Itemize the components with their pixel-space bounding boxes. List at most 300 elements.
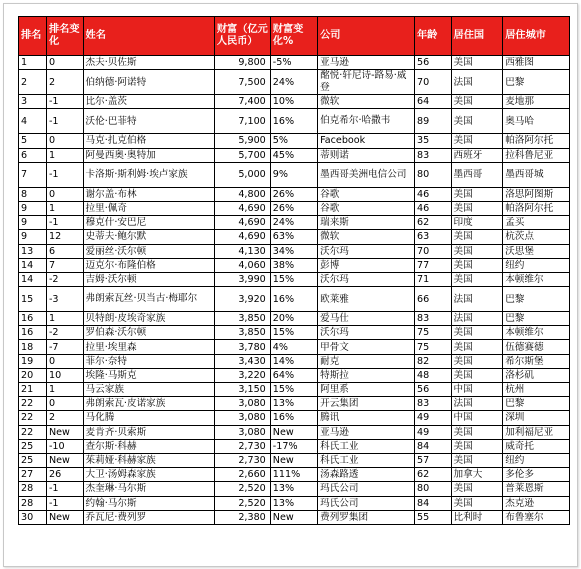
cell-wealth-change: 5% (270, 134, 317, 148)
table-row (19, 326, 570, 340)
cell-city: 杭茨点 (503, 230, 570, 244)
cell-name: 拉里·埃里森 (83, 340, 214, 354)
table-row (19, 411, 570, 425)
cell-name: 查尔斯·科赫 (83, 439, 214, 453)
cell-rank: 4 (19, 109, 47, 134)
cell-rank-change: -1 (46, 109, 83, 134)
cell-wealth-change: 45% (270, 148, 317, 162)
table-row (19, 134, 570, 148)
cell-wealth: 3,850 (214, 312, 270, 326)
cell-wealth: 4,130 (214, 244, 270, 258)
cell-company: 费列罗集团 (318, 510, 415, 524)
cell-name: 贝特朗·皮埃奇家族 (83, 312, 214, 326)
cell-rank: 27 (19, 468, 47, 482)
cell-rank-change: -2 (46, 272, 83, 286)
cell-wealth-change: New (270, 425, 317, 439)
cell-country: 美国 (451, 368, 503, 382)
cell-company: 墨西哥美洲电信公司 (318, 162, 415, 187)
table-row (19, 482, 570, 496)
cell-city: 洛思阿图斯 (503, 187, 570, 201)
cell-wealth-change: New (270, 510, 317, 524)
rich-list-table (18, 16, 570, 525)
cell-wealth: 4,690 (214, 201, 270, 215)
cell-age: 46 (414, 201, 451, 215)
cell-age: 48 (414, 368, 451, 382)
cell-city: 麦地那 (503, 95, 570, 109)
cell-country: 加拿大 (451, 468, 503, 482)
table-row (19, 312, 570, 326)
cell-company: 蒂则诺 (318, 148, 415, 162)
cell-age: 66 (414, 287, 451, 312)
cell-rank: 30 (19, 510, 47, 524)
cell-rank: 15 (19, 287, 47, 312)
cell-company: 沃尔玛 (318, 244, 415, 258)
cell-wealth-change: 14% (270, 354, 317, 368)
page-frame (3, 3, 578, 567)
cell-company: 沃尔玛 (318, 326, 415, 340)
cell-city: 本顿维尔 (503, 272, 570, 286)
cell-company: 欧莱雅 (318, 287, 415, 312)
cell-city: 威奇托 (503, 439, 570, 453)
cell-wealth: 3,780 (214, 340, 270, 354)
cell-wealth: 3,850 (214, 326, 270, 340)
cell-age: 83 (414, 148, 451, 162)
cell-wealth: 4,690 (214, 216, 270, 230)
cell-wealth-change: 24% (270, 70, 317, 95)
cell-rank: 25 (19, 439, 47, 453)
table-row (19, 148, 570, 162)
cell-name: 茱莉娅·科赫家族 (83, 453, 214, 467)
cell-rank-change: 2 (46, 70, 83, 95)
cell-wealth-change: 13% (270, 496, 317, 510)
cell-rank: 16 (19, 326, 47, 340)
cell-rank: 21 (19, 383, 47, 397)
cell-name: 大卫·汤姆森家族 (83, 468, 214, 482)
cell-rank-change: -3 (46, 287, 83, 312)
cell-age: 70 (414, 244, 451, 258)
cell-age: 62 (414, 216, 451, 230)
cell-wealth: 2,730 (214, 439, 270, 453)
cell-wealth-change: 13% (270, 482, 317, 496)
table-row (19, 354, 570, 368)
cell-wealth-change: 24% (270, 216, 317, 230)
header-country: 居住国 (451, 17, 503, 56)
table-row (19, 287, 570, 312)
cell-city: 沃思堡 (503, 244, 570, 258)
cell-name: 卡洛斯·斯利姆·埃卢家族 (83, 162, 214, 187)
cell-rank: 14 (19, 272, 47, 286)
cell-name: 谢尔盖·布林 (83, 187, 214, 201)
cell-country: 美国 (451, 258, 503, 272)
cell-wealth-change: 9% (270, 162, 317, 187)
cell-company: 微软 (318, 95, 415, 109)
cell-rank-change: 0 (46, 354, 83, 368)
cell-wealth: 5,900 (214, 134, 270, 148)
cell-age: 57 (414, 453, 451, 467)
table-row (19, 397, 570, 411)
cell-company: 亚马逊 (318, 56, 415, 70)
cell-wealth: 3,220 (214, 368, 270, 382)
cell-age: 46 (414, 187, 451, 201)
cell-name: 马云家族 (83, 383, 214, 397)
cell-country: 法国 (451, 287, 503, 312)
cell-age: 77 (414, 258, 451, 272)
cell-city: 孟买 (503, 216, 570, 230)
table-row (19, 272, 570, 286)
cell-rank: 28 (19, 496, 47, 510)
cell-age: 55 (414, 510, 451, 524)
cell-rank-change: 7 (46, 258, 83, 272)
cell-rank: 7 (19, 162, 47, 187)
table-row (19, 70, 570, 95)
header-name: 姓名 (83, 17, 214, 56)
cell-rank: 19 (19, 354, 47, 368)
cell-wealth: 2,520 (214, 496, 270, 510)
cell-company: 谷歌 (318, 187, 415, 201)
cell-rank-change: 1 (46, 383, 83, 397)
table-row (19, 368, 570, 382)
cell-rank: 28 (19, 482, 47, 496)
cell-wealth-change: 4% (270, 340, 317, 354)
cell-wealth: 2,520 (214, 482, 270, 496)
cell-rank-change: -1 (46, 95, 83, 109)
table-row (19, 383, 570, 397)
cell-company: 耐克 (318, 354, 415, 368)
cell-wealth: 3,990 (214, 272, 270, 286)
cell-wealth-change: -5% (270, 56, 317, 70)
cell-rank-change: 26 (46, 468, 83, 482)
cell-country: 美国 (451, 496, 503, 510)
cell-wealth-change: 15% (270, 383, 317, 397)
cell-rank-change: New (46, 453, 83, 467)
cell-country: 美国 (451, 354, 503, 368)
cell-wealth: 3,080 (214, 425, 270, 439)
cell-age: 49 (414, 411, 451, 425)
cell-company: 彭博 (318, 258, 415, 272)
cell-wealth: 3,080 (214, 397, 270, 411)
cell-company: 汤森路透 (318, 468, 415, 482)
cell-age: 84 (414, 439, 451, 453)
cell-city: 深圳 (503, 411, 570, 425)
table-row (19, 439, 570, 453)
header-age: 年龄 (414, 17, 451, 56)
cell-rank-change: -1 (46, 216, 83, 230)
cell-city: 杰克逊 (503, 496, 570, 510)
table-row (19, 425, 570, 439)
cell-rank-change: New (46, 510, 83, 524)
cell-rank: 22 (19, 425, 47, 439)
cell-rank-change: 10 (46, 368, 83, 382)
cell-city: 伍德赛德 (503, 340, 570, 354)
cell-name: 吉姆·沃尔顿 (83, 272, 214, 286)
cell-age: 82 (414, 354, 451, 368)
cell-rank-change: 2 (46, 411, 83, 425)
cell-rank-change: -7 (46, 340, 83, 354)
header-wealth-change: 财富变化% (270, 17, 317, 56)
cell-name: 罗伯森·沃尔顿 (83, 326, 214, 340)
cell-name: 伯纳德·阿诺特 (83, 70, 214, 95)
header-rank-change: 排名变化 (46, 17, 83, 56)
cell-name: 马化腾 (83, 411, 214, 425)
table-row (19, 56, 570, 70)
cell-country: 中国 (451, 383, 503, 397)
cell-rank-change: 0 (46, 134, 83, 148)
table-body (19, 56, 570, 525)
cell-city: 巴黎 (503, 287, 570, 312)
cell-city: 西雅图 (503, 56, 570, 70)
cell-age: 75 (414, 326, 451, 340)
table-row (19, 162, 570, 187)
cell-country: 比利时 (451, 510, 503, 524)
cell-name: 乔瓦尼·费列罗 (83, 510, 214, 524)
table-row (19, 340, 570, 354)
cell-name: 史蒂夫·鲍尔默 (83, 230, 214, 244)
cell-city: 希尔斯堡 (503, 354, 570, 368)
table-row (19, 496, 570, 510)
cell-company: 微软 (318, 230, 415, 244)
cell-city: 墨西哥城 (503, 162, 570, 187)
cell-name: 马克·扎克伯格 (83, 134, 214, 148)
cell-rank: 2 (19, 70, 47, 95)
cell-name: 菲尔·奈特 (83, 354, 214, 368)
cell-company: 酩悦·轩尼诗-路易·威登 (318, 70, 415, 95)
cell-age: 84 (414, 496, 451, 510)
cell-wealth-change: 16% (270, 411, 317, 425)
cell-company: 腾讯 (318, 411, 415, 425)
cell-age: 35 (414, 134, 451, 148)
cell-name: 迈克尔·布隆伯格 (83, 258, 214, 272)
cell-wealth-change: 111% (270, 468, 317, 482)
table-row (19, 201, 570, 215)
cell-company: Facebook (318, 134, 415, 148)
cell-city: 纽约 (503, 453, 570, 467)
cell-wealth: 7,500 (214, 70, 270, 95)
cell-name: 拉里·佩奇 (83, 201, 214, 215)
cell-name: 爱丽丝·沃尔顿 (83, 244, 214, 258)
cell-wealth: 5,700 (214, 148, 270, 162)
cell-wealth: 3,150 (214, 383, 270, 397)
table-row (19, 230, 570, 244)
cell-country: 美国 (451, 244, 503, 258)
table-row (19, 216, 570, 230)
cell-city: 布鲁塞尔 (503, 510, 570, 524)
cell-city: 加利福尼亚 (503, 425, 570, 439)
cell-wealth: 3,920 (214, 287, 270, 312)
cell-wealth-change: 16% (270, 287, 317, 312)
cell-country: 美国 (451, 95, 503, 109)
cell-name: 比尔·盖茨 (83, 95, 214, 109)
header-rank: 排名 (19, 17, 47, 56)
cell-wealth-change: 34% (270, 244, 317, 258)
cell-company: 爱马仕 (318, 312, 415, 326)
cell-wealth: 2,380 (214, 510, 270, 524)
cell-country: 美国 (451, 272, 503, 286)
cell-name: 弗朗索瓦丝·贝当古·梅耶尔 (83, 287, 214, 312)
table-row (19, 468, 570, 482)
cell-country: 美国 (451, 482, 503, 496)
cell-rank: 5 (19, 134, 47, 148)
cell-rank-change: 0 (46, 397, 83, 411)
cell-rank: 9 (19, 201, 47, 215)
cell-rank-change: 6 (46, 244, 83, 258)
table-row (19, 510, 570, 524)
cell-wealth-change: 10% (270, 95, 317, 109)
cell-rank-change: 0 (46, 187, 83, 201)
cell-rank: 22 (19, 397, 47, 411)
cell-rank: 9 (19, 230, 47, 244)
cell-rank-change: -10 (46, 439, 83, 453)
cell-country: 美国 (451, 439, 503, 453)
cell-rank-change: 1 (46, 201, 83, 215)
cell-wealth-change: 26% (270, 201, 317, 215)
cell-age: 62 (414, 468, 451, 482)
cell-rank: 3 (19, 95, 47, 109)
cell-rank-change: -1 (46, 162, 83, 187)
cell-company: 特斯拉 (318, 368, 415, 382)
cell-city: 奥马哈 (503, 109, 570, 134)
cell-wealth: 2,730 (214, 453, 270, 467)
cell-country: 美国 (451, 201, 503, 215)
cell-city: 巴黎 (503, 70, 570, 95)
cell-wealth: 4,690 (214, 230, 270, 244)
cell-rank: 6 (19, 148, 47, 162)
cell-city: 巴黎 (503, 312, 570, 326)
header-company: 公司 (318, 17, 415, 56)
cell-company: 阿里系 (318, 383, 415, 397)
cell-country: 西班牙 (451, 148, 503, 162)
cell-age: 83 (414, 312, 451, 326)
cell-city: 拉科鲁尼亚 (503, 148, 570, 162)
cell-company: 伯克希尔·哈撒韦 (318, 109, 415, 134)
cell-age: 49 (414, 425, 451, 439)
header-row (19, 17, 570, 56)
cell-wealth: 2,660 (214, 468, 270, 482)
cell-age: 70 (414, 70, 451, 95)
cell-city: 多伦多 (503, 468, 570, 482)
cell-wealth: 9,800 (214, 56, 270, 70)
cell-country: 中国 (451, 411, 503, 425)
cell-company: 亚马逊 (318, 425, 415, 439)
cell-wealth-change: New (270, 453, 317, 467)
cell-age: 75 (414, 340, 451, 354)
cell-age: 64 (414, 95, 451, 109)
cell-wealth: 3,430 (214, 354, 270, 368)
cell-wealth-change: 64% (270, 368, 317, 382)
cell-company: 瑞来斯 (318, 216, 415, 230)
cell-company: 科氏工业 (318, 453, 415, 467)
cell-wealth-change: 13% (270, 397, 317, 411)
cell-country: 墨西哥 (451, 162, 503, 187)
cell-country: 美国 (451, 230, 503, 244)
cell-rank: 20 (19, 368, 47, 382)
cell-country: 美国 (451, 56, 503, 70)
cell-wealth-change: -17% (270, 439, 317, 453)
cell-country: 美国 (451, 187, 503, 201)
cell-rank-change: 1 (46, 312, 83, 326)
table-row (19, 109, 570, 134)
cell-rank: 14 (19, 258, 47, 272)
cell-name: 阿曼西奥·奥特加 (83, 148, 214, 162)
cell-wealth: 3,080 (214, 411, 270, 425)
cell-company: 玛氏公司 (318, 482, 415, 496)
cell-wealth-change: 38% (270, 258, 317, 272)
cell-rank: 18 (19, 340, 47, 354)
cell-country: 美国 (451, 109, 503, 134)
table-row (19, 187, 570, 201)
cell-country: 法国 (451, 397, 503, 411)
cell-rank: 16 (19, 312, 47, 326)
cell-wealth: 7,100 (214, 109, 270, 134)
cell-name: 弗朗索瓦·皮诺家族 (83, 397, 214, 411)
cell-city: 纽约 (503, 258, 570, 272)
header-city: 居住城市 (503, 17, 570, 56)
cell-country: 美国 (451, 340, 503, 354)
cell-city: 巴黎 (503, 397, 570, 411)
cell-name: 埃隆·马斯克 (83, 368, 214, 382)
cell-age: 71 (414, 272, 451, 286)
cell-city: 洛杉矶 (503, 368, 570, 382)
cell-country: 美国 (451, 134, 503, 148)
table-row (19, 453, 570, 467)
cell-rank: 25 (19, 453, 47, 467)
cell-company: 科氏工业 (318, 439, 415, 453)
table-row (19, 258, 570, 272)
cell-company: 开云集团 (318, 397, 415, 411)
cell-rank-change: -1 (46, 482, 83, 496)
cell-country: 法国 (451, 70, 503, 95)
table-row (19, 95, 570, 109)
cell-age: 56 (414, 56, 451, 70)
cell-rank-change: 12 (46, 230, 83, 244)
cell-name: 麦肯齐·贝索斯 (83, 425, 214, 439)
cell-wealth-change: 15% (270, 326, 317, 340)
cell-wealth-change: 26% (270, 187, 317, 201)
cell-wealth: 5,000 (214, 162, 270, 187)
cell-company: 甲骨文 (318, 340, 415, 354)
cell-company: 沃尔玛 (318, 272, 415, 286)
cell-rank-change: -1 (46, 496, 83, 510)
cell-country: 印度 (451, 216, 503, 230)
cell-city: 普莱恩斯 (503, 482, 570, 496)
cell-rank-change: 1 (46, 148, 83, 162)
cell-company: 玛氏公司 (318, 496, 415, 510)
header-wealth: 财富（亿元人民币） (214, 17, 270, 56)
cell-rank-change: 0 (46, 56, 83, 70)
cell-country: 美国 (451, 425, 503, 439)
cell-age: 80 (414, 482, 451, 496)
cell-city: 本顿维尔 (503, 326, 570, 340)
cell-wealth-change: 63% (270, 230, 317, 244)
cell-rank: 13 (19, 244, 47, 258)
cell-age: 63 (414, 230, 451, 244)
cell-country: 法国 (451, 312, 503, 326)
cell-name: 沃伦·巴菲特 (83, 109, 214, 134)
cell-rank-change: -2 (46, 326, 83, 340)
cell-rank-change: New (46, 425, 83, 439)
cell-wealth-change: 20% (270, 312, 317, 326)
cell-wealth-change: 16% (270, 109, 317, 134)
cell-company: 谷歌 (318, 201, 415, 215)
cell-wealth: 7,400 (214, 95, 270, 109)
cell-country: 美国 (451, 326, 503, 340)
cell-wealth-change: 15% (270, 272, 317, 286)
cell-wealth: 4,800 (214, 187, 270, 201)
cell-city: 帕洛阿尔托 (503, 134, 570, 148)
cell-age: 89 (414, 109, 451, 134)
cell-age: 56 (414, 383, 451, 397)
cell-city: 杭州 (503, 383, 570, 397)
cell-rank: 9 (19, 216, 47, 230)
